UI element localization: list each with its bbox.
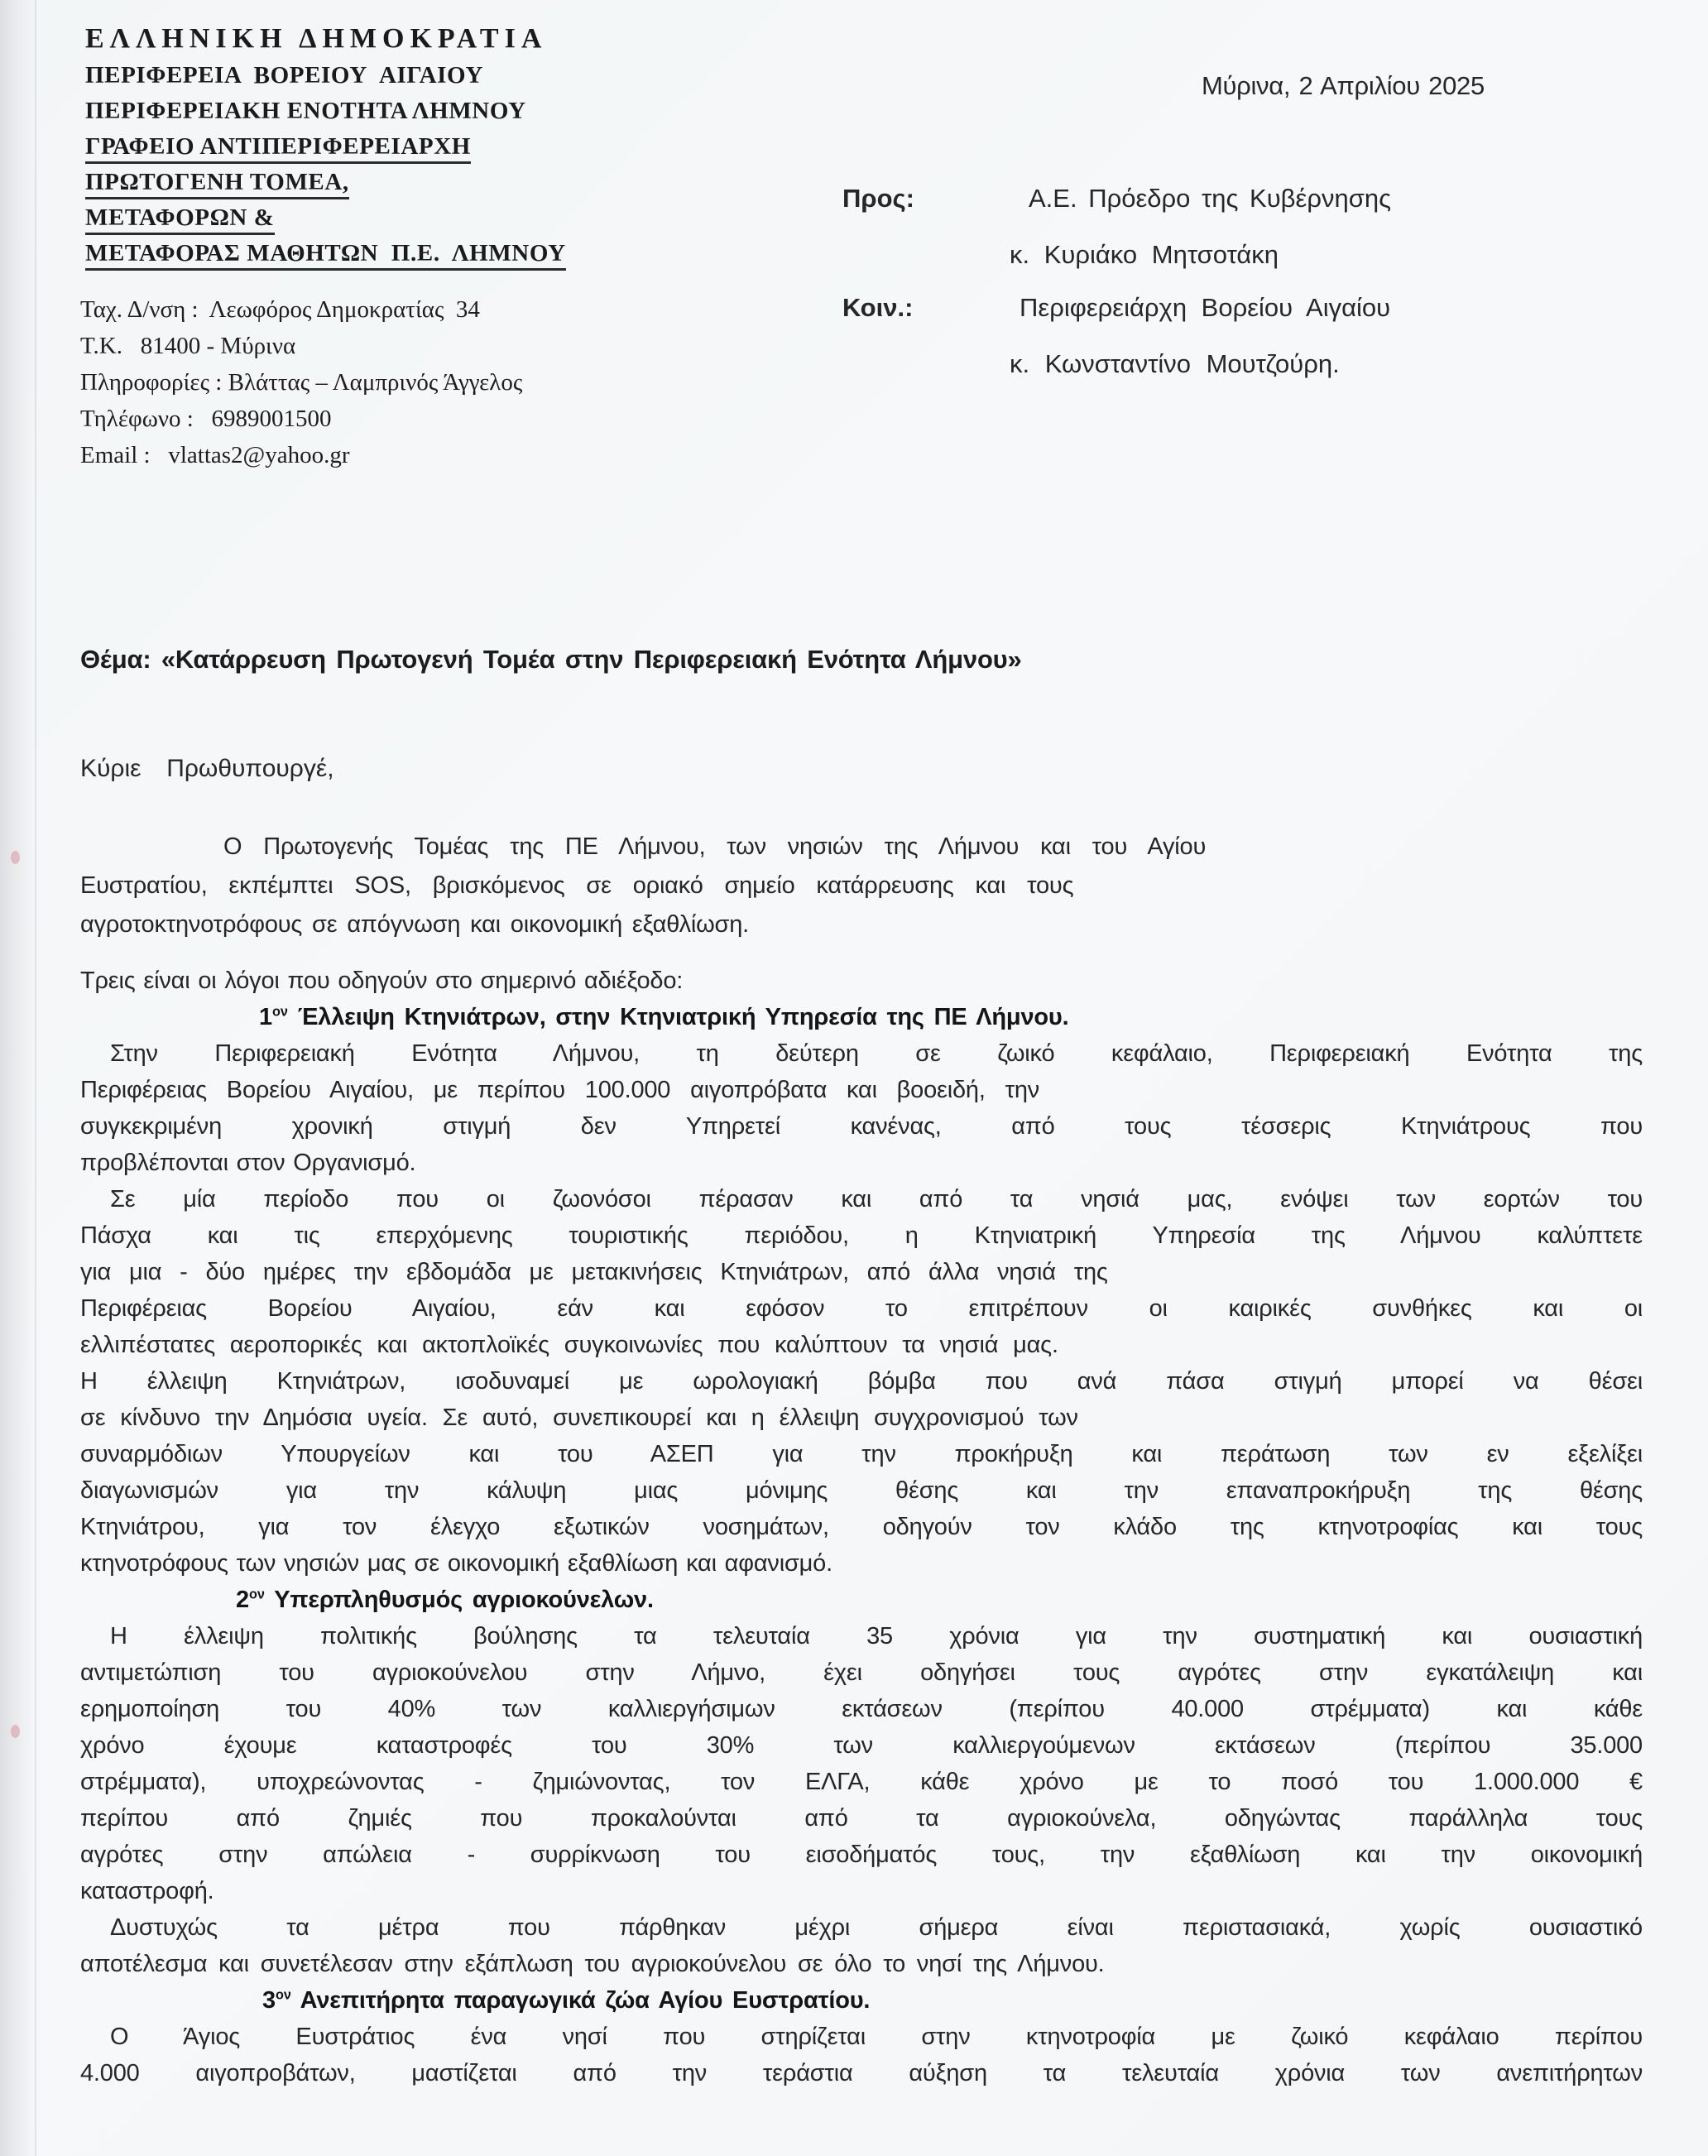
body-text-line: αγρότες στην απώλεια - συρρίκνωση του εισοδήματός τους, την εξαθλίωση και την οικονομική bbox=[80, 1841, 1643, 1868]
to-recipient-line: Α.Ε. Πρόεδρο της Κυβέρνησης bbox=[1029, 184, 1392, 213]
scan-edge-shadow bbox=[0, 0, 36, 2156]
body-text-line: Δυστυχώς τα μέτρα που πάρθηκαν μέχρι σήμερα είναι περιστασιακά, χωρίς ουσιαστικό bbox=[110, 1914, 1643, 1941]
letterhead-line: ΠΡΩΤΟΓΕΝΗ ΤΟΜΕΑ, bbox=[85, 165, 566, 200]
body-text-line: για μια - δύο ημέρες την εβδομάδα με μετακινήσεις Κτηνιάτρων, από άλλα νησιά της bbox=[80, 1259, 1108, 1285]
contact-value: 81400 - Μύρινα bbox=[140, 333, 296, 359]
scan-edge-line bbox=[35, 0, 36, 2156]
body-text-line: αγροτοκτηνοτρόφους σε απόγνωση και οικονομική εξαθλίωση. bbox=[80, 911, 750, 938]
body-text-line: Περιφέρειας Βορείου Αιγαίου, εάν και εφόσον το επιτρέπουν οι καιρικές συνθήκες και οι bbox=[80, 1295, 1643, 1322]
body-text-line: σε κίνδυνο την Δημόσια υγεία. Σε αυτό, συνεπικουρεί και η έλλειψη συγχρονισμού των bbox=[80, 1405, 1078, 1431]
contact-row bbox=[80, 401, 522, 437]
body-text-line: Η έλλειψη πολιτικής βούλησης τα τελευταία 35 χρόνια για την συστηματική και ουσιαστική bbox=[110, 1623, 1643, 1649]
subject-line: Θέμα: «Κατάρρευση Πρωτογενή Τομέα στην Περιφερειακή Ενότητα Λήμνου» bbox=[80, 645, 1022, 674]
to-recipient-line: κ. Κυριάκο Μητσοτάκη bbox=[1010, 240, 1279, 269]
contact-label: Ταχ. Δ/νση : bbox=[80, 296, 209, 323]
contact-value: Βλάττας – Λαμπρινός Άγγελος bbox=[228, 369, 523, 396]
body-text-line: κτηνοτρόφους των νησιών μας σε οικονομική εξαθλίωση και αφανισμό. bbox=[80, 1550, 832, 1577]
body-lines bbox=[80, 828, 1643, 2091]
scan-artifact-dot bbox=[11, 851, 20, 864]
body-text-line: Τρεις είναι οι λόγοι που οδηγούν στο σημερινό αδιέξοδο: bbox=[80, 968, 684, 994]
body-text-line: αντιμετώπιση του αγριοκούνελου στην Λήμνο, έχει οδηγήσει τους αγρότες στην εγκατάλειψη και bbox=[80, 1659, 1643, 1686]
salutation: Κύριε Πρωθυπουργέ, bbox=[80, 755, 334, 782]
body-text-line: συγκεκριμένη χρονική στιγμή δεν Υπηρετεί κανένας, από τους τέσσερις Κτηνιάτρους που bbox=[80, 1113, 1643, 1140]
scan-artifact-dot bbox=[11, 1725, 20, 1738]
to-label: Προς: bbox=[842, 184, 914, 213]
contact-row bbox=[80, 328, 522, 364]
body-text-line: Ευστρατίου, εκπέμπτει SOS, βρισκόμενος σε οριακό σημείο κατάρρευσης και τους bbox=[80, 872, 1074, 899]
body-text-line: διαγωνισμών για την κάλυψη μιας μόνιμης θέσης και την επαναπροκήρυξη της θέσης bbox=[80, 1477, 1643, 1504]
body-heading-line: $3^{o\nu}$ Ανεπιτήρητα παραγωγικά ζώα Αγίου Ευστρατίου. bbox=[262, 1987, 871, 2014]
body-text-line: συναρμόδιων Υπουργείων και του ΑΣΕΠ για την προκήρυξη και περάτωση των εν εξελίξει bbox=[80, 1441, 1643, 1467]
contact-value: Λεωφόρος Δημοκρατίας 34 bbox=[209, 296, 480, 323]
body-text-line: Η έλλειψη Κτηνιάτρων, ισοδυναμεί με ωρολογιακή βόμβα που ανά πάσα στιγμή μπορεί να θέσει bbox=[80, 1368, 1643, 1395]
letterhead-line: ΠΕΡΙΦΕΡΕΙΑ ΒΟΡΕΙΟΥ ΑΙΓΑΙΟΥ bbox=[85, 62, 483, 89]
contact-value: 6989001500 bbox=[211, 406, 332, 432]
letterhead bbox=[85, 20, 566, 271]
body-text-line: Κτηνιάτρου, για τον έλεγχο εξωτικών νοσημάτων, οδηγούν τον κλάδο της κτηνοτροφίας και τους bbox=[80, 1514, 1643, 1540]
body-text-line: ελλιπέστατες αεροπορικές και ακτοπλοϊκές συγκοινωνίες που καλύπτουν τα νησιά μας. bbox=[80, 1332, 1058, 1358]
body-text-line: στρέμματα), υποχρεώνοντας - ζημιώνοντας, τον ΕΛΓΑ, κάθε χρόνο με το ποσό του 1.000.000 € bbox=[80, 1769, 1643, 1795]
body-text-line: Ο Πρωτογενής Τομέας της ΠΕ Λήμνου, των νησιών της Λήμνου και του Αγίου bbox=[223, 833, 1207, 860]
body-text-line: Πάσχα και τις επερχόμενης τουριστικής περιόδου, η Κτηνιατρική Υπηρεσία της Λήμνου καλύπτετε bbox=[80, 1222, 1643, 1249]
letterhead-line: ΓΡΑΦΕΙΟ ΑΝΤΙΠΕΡΙΦΕΡΕΙΑΡΧΗ bbox=[85, 129, 566, 165]
contact-label: Τ.Κ. bbox=[80, 333, 141, 359]
body-text-line: ερημοποίηση του 40% των καλλιεργήσιμων εκτάσεων (περίπου 40.000 στρέμματα) και κάθε bbox=[80, 1696, 1643, 1722]
contact-row bbox=[80, 364, 522, 401]
cc-recipient-line: Περιφερειάρχη Βορείου Αιγαίου bbox=[1020, 293, 1391, 322]
body-text-line: Σε μία περίοδο που οι ζωονόσοι πέρασαν και από τα νησιά μας, ενόψει των εορτών του bbox=[110, 1186, 1643, 1212]
body-heading-line: $1^{o\nu}$ Έλλειψη Κτηνιάτρων, στην Κτηνιατρική Υπηρεσία της ΠΕ Λήμνου. bbox=[259, 1004, 1069, 1030]
contact-label: Τηλέφωνο : bbox=[80, 406, 212, 432]
cc-label: Κοιν.: bbox=[842, 293, 914, 322]
contact-value: vlattas2@yahoo.gr bbox=[168, 442, 350, 468]
letterhead-title: ΕΛΛΗΝΙΚΗ ΔΗΜΟΚΡΑΤΙΑ bbox=[85, 23, 548, 54]
body-text-line: Στην Περιφερειακή Ενότητα Λήμνου, τη δεύτερη σε ζωικό κεφάλαιο, Περιφερειακή Ενότητα της bbox=[110, 1040, 1643, 1067]
body-text-line: 4.000 αιγοπροβάτων, μαστίζεται από την τεράστια αύξηση τα τελευταία χρόνια των ανεπιτήρητων bbox=[80, 2060, 1643, 2086]
letterhead-line: ΜΕΤΑΦΟΡΩΝ & bbox=[85, 200, 566, 236]
dateline: Μύρινα, 2 Απριλίου 2025 bbox=[1202, 71, 1485, 100]
letterhead-line: ΠΕΡΙΦΕΡΕΙΑΚΗ ΕΝΟΤΗΤΑ ΛΗΜΝΟΥ bbox=[85, 98, 526, 124]
body-text-line: περίπου από ζημιές που προκαλούνται από τα αγριοκούνελα, οδηγώντας παράλληλα τους bbox=[80, 1805, 1643, 1832]
body-text-line: χρόνο έχουμε καταστροφές του 30% των καλλιεργούμενων εκτάσεων (περίπου 35.000 bbox=[80, 1732, 1643, 1759]
body-text-line: Περιφέρειας Βορείου Αιγαίου, με περίπου 100.000 αιγοπρόβατα και βοοειδή, την bbox=[80, 1077, 1040, 1103]
sender-contact-block bbox=[80, 291, 522, 473]
body-text-line: καταστροφή. bbox=[80, 1878, 214, 1904]
contact-row bbox=[80, 437, 522, 473]
body-text-line: αποτέλεσμα και συνετέλεσαν στην εξάπλωση του αγριοκούνελου σε όλο το νησί της Λήμνου. bbox=[80, 1951, 1105, 1977]
contact-row bbox=[80, 291, 522, 328]
body-text-line: προβλέπονται στον Οργανισμό. bbox=[80, 1150, 416, 1176]
contact-label: Πληροφορίες : bbox=[80, 369, 228, 396]
body-text-line: Ο Άγιος Ευστράτιος ένα νησί που στηρίζεται στην κτηνοτροφία με ζωικό κεφάλαιο περίπου bbox=[110, 2024, 1643, 2050]
contact-label: Email : bbox=[80, 442, 169, 468]
cc-recipient-line: κ. Κωνσταντίνο Μουτζούρη. bbox=[1010, 349, 1340, 378]
body-heading-line: $2^{o\nu}$ Υπερπληθυσμός αγριοκούνελων. bbox=[236, 1587, 654, 1613]
letterhead-lines bbox=[85, 58, 566, 271]
letterhead-line: ΜΕΤΑΦΟΡΑΣ ΜΑΘΗΤΩΝ Π.Ε. ΛΗΜΝΟΥ bbox=[85, 236, 566, 271]
